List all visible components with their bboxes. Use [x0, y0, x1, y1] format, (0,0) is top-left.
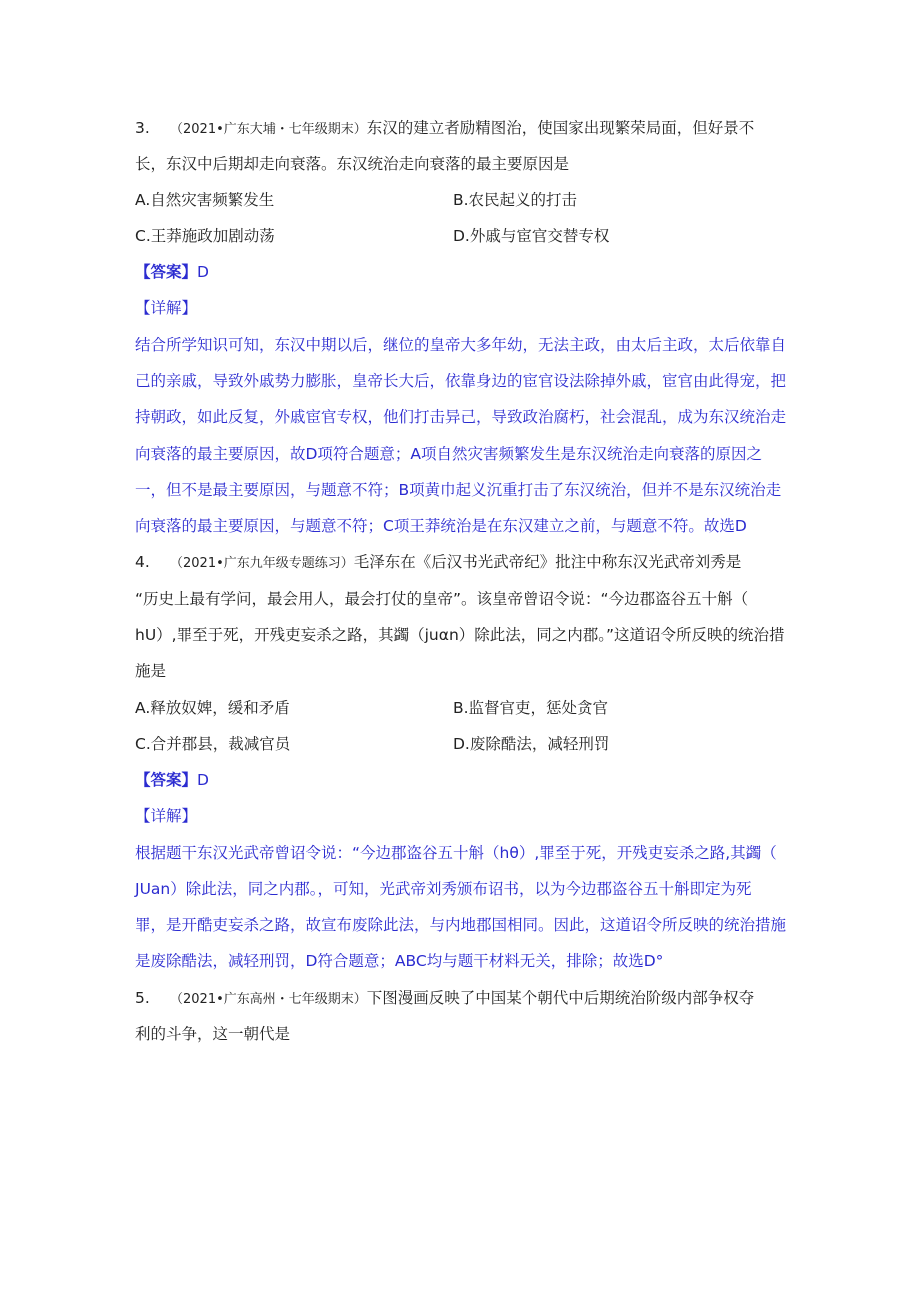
q4-stem-line-3: hU）,罪至于死，开残吏妄杀之路，其蠲（juαn）除此法，同之内郡。”这道诏令所反映的统治措 — [135, 626, 785, 644]
q3-answer — [135, 262, 209, 282]
q3-explain-line-4: 向衰落的最主要原因，故D项符合题意；A项自然灾害频繁发生是东汉统治走向衰落的原因之 — [135, 445, 763, 463]
q4-number: 4. — [135, 553, 150, 571]
q3-option-c: C.王莽施政加剧动荡 — [135, 227, 275, 245]
q4-answer-label: 【答案】 — [135, 771, 198, 789]
q3-explain-line-6: 向衰落的最主要原因，与题意不符；C项王莽统治是在东汉建立之前，与题意不符。故选D — [135, 517, 747, 535]
q4-option-d: D.废除酷法，减轻刑罚 — [453, 735, 610, 753]
q3-option-a: A.自然灾害频繁发生 — [135, 191, 275, 209]
q3-explain-label: 【详解】 — [135, 299, 198, 317]
q4-option-b: B.监督官吏，惩处贪官 — [453, 699, 609, 717]
q4-stem-text-1: 毛泽东在《后汉书光武帝纪》批注中称东汉光武帝刘秀是 — [353, 553, 742, 571]
q5-number: 5. — [135, 989, 150, 1007]
q3-answer-label: 【答案】 — [135, 263, 198, 281]
q4-answer-value: D — [197, 771, 209, 789]
q3-answer-value: D — [197, 263, 209, 281]
q4-stem-line-1 — [135, 552, 741, 574]
q4-source: （2021•广东九年级专题练习） — [170, 556, 354, 571]
q5-stem-line-1 — [135, 988, 754, 1010]
q4-explain-label: 【详解】 — [135, 807, 198, 825]
q3-stem-line-1 — [135, 118, 754, 140]
q5-stem-line-2: 利的斗争，这一朝代是 — [135, 1025, 291, 1043]
q4-option-a: A.释放奴婢，缓和矛盾 — [135, 699, 290, 717]
q4-explain-line-4: 是废除酷法，减轻刑罚，D符合题意；ABC均与题干材料无关，排除；故选D° — [135, 952, 664, 970]
q3-stem-line-2: 长，东汉中后期却走向衰落。东汉统治走向衰落的最主要原因是 — [135, 155, 570, 173]
q3-explain-line-1: 结合所学知识可知，东汉中期以后，继位的皇帝大多年幼，无法主政，由太后主政，太后依靠自 — [135, 336, 787, 354]
q3-option-d: D.外戚与宦官交替专权 — [453, 227, 610, 245]
q4-explain-line-3: 罪，是开酷吏妄杀之路，故宣布废除此法，与内地郡国相同。因此，这道诏令所反映的统治措施 — [135, 916, 787, 934]
q4-option-c: C.合并郡县，裁减官员 — [135, 735, 291, 753]
q3-option-b: B.农民起义的打击 — [453, 191, 578, 209]
q3-explain-line-2: 己的亲戚，导致外戚势力膨胀，皇帝长大后，依靠身边的宦官设法除掉外戚，宦官由此得宠，把 — [135, 372, 787, 390]
q4-stem-line-2: “历史上最有学问，最会用人，最会打仗的皇帝”。该皇帝曾诏令说：“今边郡盗谷五十斛（ — [135, 590, 749, 608]
q5-stem-text-1: 下图漫画反映了中国某个朝代中后期统治阶级内部争权夺 — [366, 989, 755, 1007]
q4-answer — [135, 770, 209, 790]
q3-explain-line-3: 持朝政，如此反复，外戚宦官专权，他们打击异己，导致政治腐朽，社会混乱，成为东汉统治走 — [135, 408, 787, 426]
q4-explain-line-2: JUan）除此法，同之内郡。，可知，光武帝刘秀颁布诏书，以为今边郡盗谷五十斛即定为死 — [135, 880, 752, 898]
q4-stem-line-4: 施是 — [135, 662, 167, 680]
q5-source: （2021•广东高州・七年级期末） — [170, 992, 367, 1007]
q4-explain-line-1: 根据题干东汉光武帝曾诏令说：“今边郡盗谷五十斛（hθ）,罪至于死，开残吏妄杀之路,其蠲（ — [135, 844, 777, 862]
q3-source: （2021•广东大埔・七年级期末） — [170, 122, 367, 137]
q3-explain-line-5: 一，但不是最主要原因，与题意不符；B项黄巾起义沉重打击了东汉统治，但并不是东汉统治走 — [135, 481, 782, 499]
q3-stem-text-1: 东汉的建立者励精图治，使国家出现繁荣局面，但好景不 — [366, 119, 755, 137]
q3-number: 3. — [135, 119, 150, 137]
